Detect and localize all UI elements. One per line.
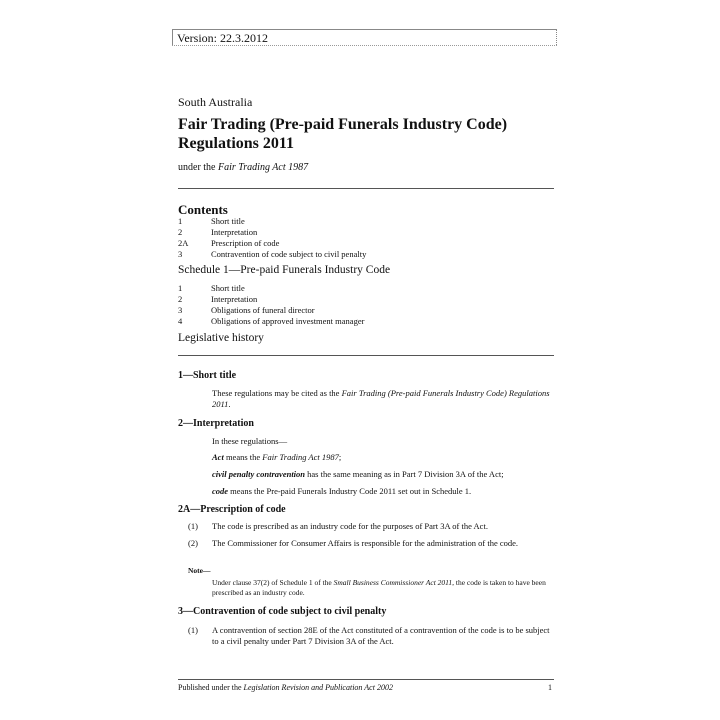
toc-item[interactable] bbox=[178, 216, 558, 227]
toc-number: 1 bbox=[178, 283, 183, 293]
toc-text: Interpretation bbox=[211, 294, 258, 304]
section-1-text bbox=[212, 388, 552, 410]
s1-italic: Fair Trading (Pre-paid Funerals Industry Code) Regulations 2011 bbox=[212, 388, 550, 409]
contents-list bbox=[178, 216, 558, 260]
def-italic: Fair Trading Act 1987 bbox=[262, 452, 339, 462]
para-text: A contravention of section 28E of the Act constituted of a contravention of the code is to be subject to a civil penalty under Part 7 Division 3A of the Act. bbox=[212, 625, 550, 646]
footer-act: Legislation Revision and Publication Act 2002 bbox=[243, 683, 393, 692]
divider-top bbox=[178, 188, 554, 189]
toc-item[interactable] bbox=[178, 238, 558, 249]
toc-text: Contravention of code subject to civil penalty bbox=[211, 249, 367, 259]
toc-number: 3 bbox=[178, 305, 183, 315]
term-code: code bbox=[212, 486, 229, 496]
para-number: (1) bbox=[188, 625, 198, 635]
para-text: The code is prescribed as an industry code for the purposes of Part 3A of the Act. bbox=[212, 521, 488, 531]
toc-item[interactable] bbox=[178, 249, 558, 260]
toc-number: 2 bbox=[178, 227, 183, 237]
under-act-line bbox=[178, 162, 308, 173]
section-2-heading: 2—Interpretation bbox=[178, 418, 254, 429]
under-act-name: Fair Trading Act 1987 bbox=[218, 162, 309, 173]
para-number: (1) bbox=[188, 521, 198, 531]
version-box bbox=[172, 29, 557, 45]
def-mid: means the bbox=[223, 452, 263, 462]
toc-number: 3 bbox=[178, 249, 183, 259]
jurisdiction: South Australia bbox=[178, 95, 253, 109]
definition-code bbox=[212, 486, 552, 497]
page-number: 1 bbox=[548, 683, 552, 692]
toc-text: Interpretation bbox=[211, 227, 258, 237]
toc-text: Obligations of funeral director bbox=[211, 305, 315, 315]
para-number: (2) bbox=[188, 538, 198, 548]
version-text: Version: 22.3.2012 bbox=[177, 31, 268, 45]
s1-suffix: . bbox=[228, 399, 231, 409]
toc-item[interactable] bbox=[178, 294, 558, 305]
version-box-bottom-rule bbox=[172, 45, 557, 46]
legislative-history-link[interactable]: Legislative history bbox=[178, 332, 264, 344]
def-rest: has the same meaning as in Part 7 Division 3A of the Act; bbox=[305, 469, 504, 479]
under-prefix: under the bbox=[178, 162, 218, 173]
para-text: The Commissioner for Consumer Affairs is responsible for the administration of the code. bbox=[212, 538, 519, 548]
toc-text: Short title bbox=[211, 216, 245, 226]
s1-prefix: These regulations may be cited as the bbox=[212, 388, 342, 398]
toc-text: Obligations of approved investment manager bbox=[211, 316, 365, 326]
def-rest: means the Pre-paid Funerals Industry Code 2011 set out in Schedule 1. bbox=[228, 486, 472, 496]
footer-divider bbox=[178, 679, 554, 680]
footer-prefix: Published under the bbox=[178, 683, 244, 692]
contents-heading: Contents bbox=[178, 202, 228, 217]
def-end: ; bbox=[338, 452, 342, 462]
toc-number: 2 bbox=[178, 294, 183, 304]
schedule-list bbox=[178, 283, 558, 327]
note-suffix: , the code is taken to have been prescribed as an industry code. bbox=[212, 578, 546, 597]
toc-item[interactable] bbox=[178, 283, 558, 294]
note-prefix: Under clause 37(2) of Schedule 1 of the bbox=[212, 578, 334, 587]
section-1-heading: 1—Short title bbox=[178, 370, 237, 381]
toc-item[interactable] bbox=[178, 305, 558, 316]
note-text bbox=[212, 578, 552, 598]
definition-act bbox=[212, 452, 552, 463]
title-line-1: Fair Trading (Pre-paid Funerals Industry Code) bbox=[178, 116, 508, 133]
document-title bbox=[178, 115, 558, 153]
toc-text: Prescription of code bbox=[211, 238, 280, 248]
section-2-intro: In these regulations— bbox=[212, 436, 288, 446]
term-act: Act bbox=[212, 452, 224, 462]
title-line-2: Regulations 2011 bbox=[178, 135, 295, 152]
toc-number: 4 bbox=[178, 316, 183, 326]
schedule-heading[interactable]: Schedule 1—Pre-paid Funerals Industry Code bbox=[178, 264, 391, 276]
toc-number: 1 bbox=[178, 216, 183, 226]
divider-mid bbox=[178, 355, 554, 356]
section-3-heading: 3—Contravention of code subject to civil penalty bbox=[178, 606, 387, 617]
note-italic: Small Business Commissioner Act 2011 bbox=[333, 578, 453, 587]
toc-number: 2A bbox=[178, 238, 189, 248]
term-civil-penalty: civil penalty contravention bbox=[212, 469, 306, 479]
section-2a-heading: 2A—Prescription of code bbox=[178, 504, 286, 515]
note-heading: Note— bbox=[188, 566, 211, 575]
toc-item[interactable] bbox=[178, 227, 558, 238]
definition-civil-penalty bbox=[212, 469, 552, 480]
footer-text bbox=[178, 683, 393, 692]
toc-item[interactable] bbox=[178, 316, 558, 327]
toc-text: Short title bbox=[211, 283, 245, 293]
